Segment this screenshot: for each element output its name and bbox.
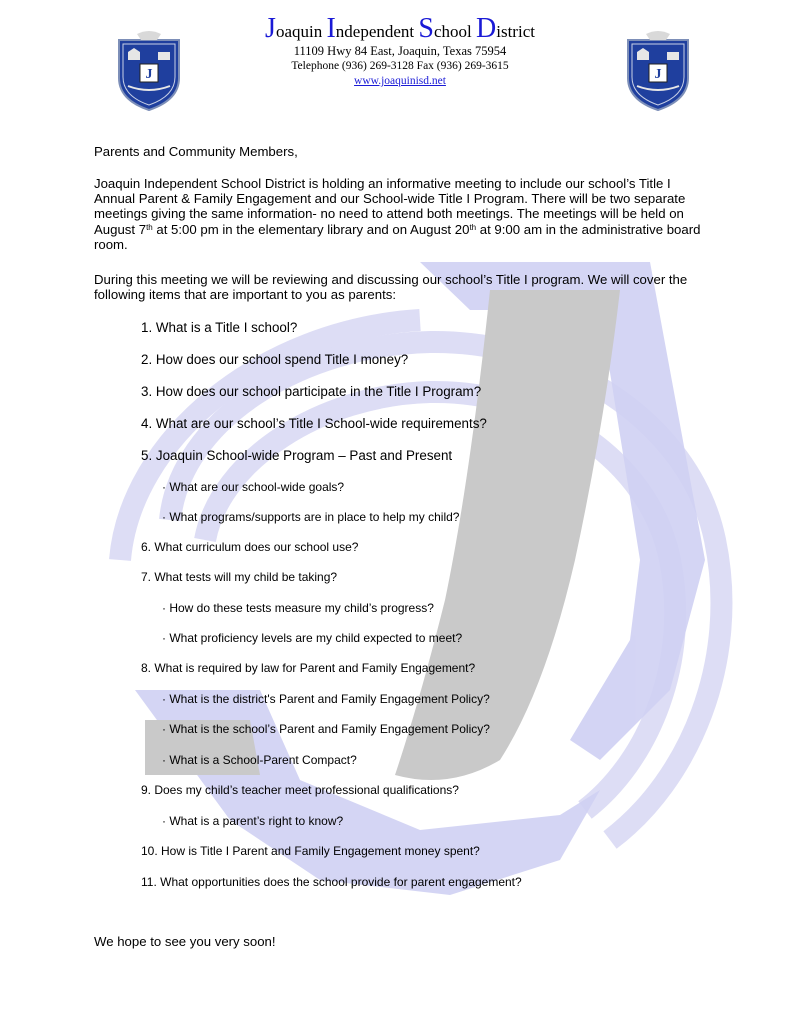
paragraph-1-text-c: at 9:00 am in the administrative board room. — [94, 221, 701, 252]
agenda-item: 4. What are our school’s Title I School-wide requirements? — [141, 416, 487, 431]
district-name-initial-i: I — [326, 13, 336, 44]
agenda-subitem: · How do these tests measure my child’s progress? — [162, 601, 434, 615]
agenda-item: 3. How does our school participate in the Title I Program? — [141, 384, 482, 399]
letterhead — [200, 14, 600, 89]
agenda-subitem: · What is the district's Parent and Family Engagement Policy? — [162, 692, 490, 706]
agenda-subitem: · What is the school’s Parent and Family Engagement Policy? — [162, 722, 490, 736]
district-name-word-3: chool — [433, 22, 477, 41]
district-phone: Telephone (936) 269-3128 Fax (936) 269-3615 — [291, 60, 509, 72]
letter-paragraph-2: During this meeting we will be reviewing and discussing our school’s Title I program. We will cover the following items that are important to you as parents: — [94, 272, 688, 303]
district-name-initial-s: S — [418, 13, 434, 44]
agenda-item: 5. Joaquin School-wide Program – Past and Present — [141, 448, 453, 463]
agenda-item: 11. What opportunities does the school provide for parent engagement? — [141, 875, 522, 889]
letter-greeting: Parents and Community Members, — [94, 144, 298, 159]
letter-closing: We hope to see you very soon! — [94, 934, 276, 949]
agenda-item: 2. How does our school spend Title I money? — [141, 352, 409, 367]
agenda-subitem: · What proficiency levels are my child expected to meet? — [162, 631, 463, 645]
district-seal-right — [622, 30, 694, 112]
district-name-initial-d: D — [476, 13, 497, 44]
paragraph-1-sup-1: th — [146, 222, 153, 232]
agenda-item: 8. What is required by law for Parent and Family Engagement? — [141, 661, 476, 675]
agenda-item: 1. What is a Title I school? — [141, 320, 298, 335]
seal-letter-right: J — [654, 67, 662, 82]
district-name-initial-j: J — [265, 13, 276, 44]
paragraph-1-text-b: at 5:00 pm in the elementary library and on August 20 — [152, 221, 470, 237]
agenda-subitem: · What are our school-wide goals? — [162, 480, 345, 494]
paragraph-1-text-a: Joaquin Independent School District is holding an informative meeting to include our school’s Title I Annual Parent & Family Engagement and our School-wide Title I Program. There will be two separate meetings giving the same information- no need to attend both meetings. The meetings will be held on August 7 — [94, 176, 686, 237]
letter-paragraph-1 — [94, 176, 714, 252]
agenda-item: 7. What tests will my child be taking? — [141, 570, 338, 584]
district-name-word-2: ndependent — [335, 22, 419, 41]
district-name-word-4: istrict — [496, 22, 535, 41]
paragraph-1-sup-2: th — [469, 222, 477, 232]
agenda-item: 9. Does my child’s teacher meet professional qualifications? — [141, 783, 459, 797]
district-name — [200, 14, 600, 47]
district-address: 11109 Hwy 84 East, Joaquin, Texas 75954 — [293, 44, 507, 58]
seal-letter-left: J — [145, 67, 153, 82]
district-seal-left — [113, 30, 185, 112]
agenda-subitem: · What is a parent’s right to know? — [162, 814, 344, 828]
agenda-subitem: · What is a School-Parent Compact? — [162, 753, 357, 767]
district-website-link[interactable]: www.joaquinisd.net — [354, 75, 446, 87]
agenda-item: 6. What curriculum does our school use? — [141, 540, 359, 554]
district-name-word-1: oaquin — [275, 22, 327, 41]
agenda-item: 10. How is Title I Parent and Family Engagement money spent? — [141, 844, 480, 858]
agenda-subitem: · What programs/supports are in place to help my child? — [162, 510, 460, 524]
